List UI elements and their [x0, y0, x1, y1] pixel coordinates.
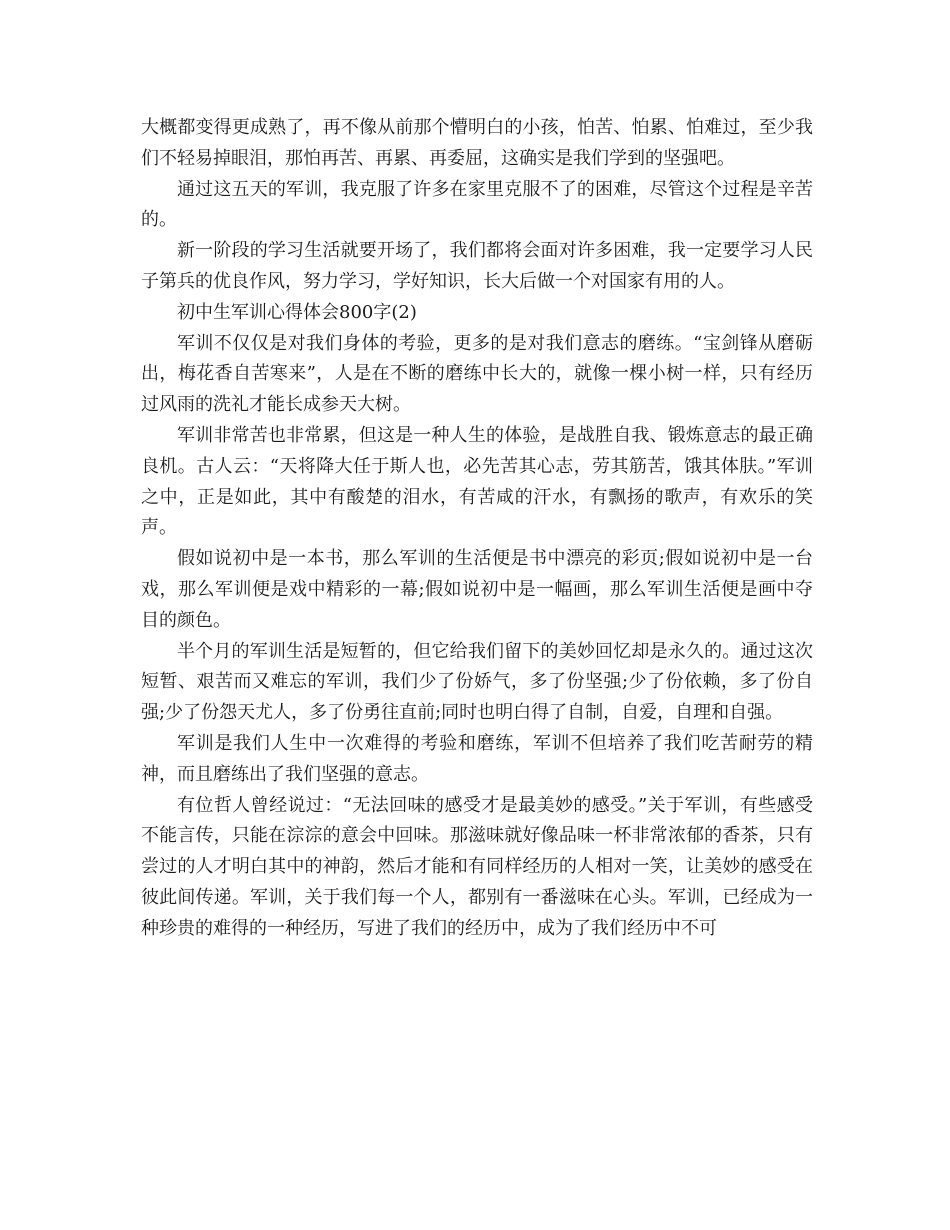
paragraph-8: 军训是我们人生中一次难得的考验和磨练，军训不但培养了我们吃苦耐劳的精神，而且磨练出了我们坚强的意志。	[141, 732, 813, 785]
document-body	[141, 113, 813, 945]
paragraph-7: 半个月的军训生活是短暂的，但它给我们留下的美妙回忆却是永久的。通过这次短暂、艰苦而又难忘的军训，我们少了份娇气，多了份坚强;少了份依赖，多了份自强;少了份怨天尤人，多了份勇往直前;同时也明白得了自制，自爱，自理和自强。	[141, 640, 813, 724]
paragraph-4: 军训不仅仅是对我们身体的考验，更多的是对我们意志的磨练。“宝剑锋从磨砺出，梅花香自苦寒来”，人是在不断的磨练中长大的，就像一棵小树一样，只有经历过风雨的洗礼才能长成参天大树。	[141, 332, 813, 416]
paragraph-2: 通过这五天的军训，我克服了许多在家里克服不了的困难，尽管这个过程是辛苦的。	[141, 178, 813, 231]
paragraph-6: 假如说初中是一本书，那么军训的生活便是书中漂亮的彩页;假如说初中是一台戏，那么军训便是戏中精彩的一幕;假如说初中是一幅画，那么军训生活便是画中夺目的颜色。	[141, 548, 813, 631]
paragraph-9: 有位哲人曾经说过：“无法回味的感受才是最美妙的感受。”关于军训，有些感受不能言传，只能在淙淙的意会中回味。那滋味就好像品味一杯非常浓郁的香茶，只有尝过的人才明白其中的神韵，然后才能和有同样经历的人相对一笑，让美妙的感受在彼此间传递。军训，关于我们每一个人，都别有一番滋味在心头。军训，已经成为一种珍贵的难得的一种经历，写进了我们的经历中，成为了我们经历中不可	[141, 794, 813, 939]
paragraph-5: 军训非常苦也非常累，但这是一种人生的体验，是战胜自我、锻炼意志的最正确良机。古人云：“天将降大任于斯人也，必先苦其心志，劳其筋苦，饿其体肤。”军训之中，正是如此，其中有酸楚的泪水，有苦咸的汗水，有飘扬的歌声，有欢乐的笑声。	[141, 424, 813, 539]
paragraph-1: 大概都变得更成熟了，再不像从前那个懵明白的小孩，怕苦、怕累、怕难过，至少我们不轻易掉眼泪，那怕再苦、再累、再委屈，这确实是我们学到的坚强吧。	[141, 117, 813, 169]
section-heading: 初中生军训心得体会800字(2)	[177, 301, 417, 323]
paragraph-3: 新一阶段的学习生活就要开场了，我们都将会面对许多困难，我一定要学习人民子第兵的优良作风，努力学习，学好知识，长大后做一个对国家有用的人。	[141, 240, 813, 292]
